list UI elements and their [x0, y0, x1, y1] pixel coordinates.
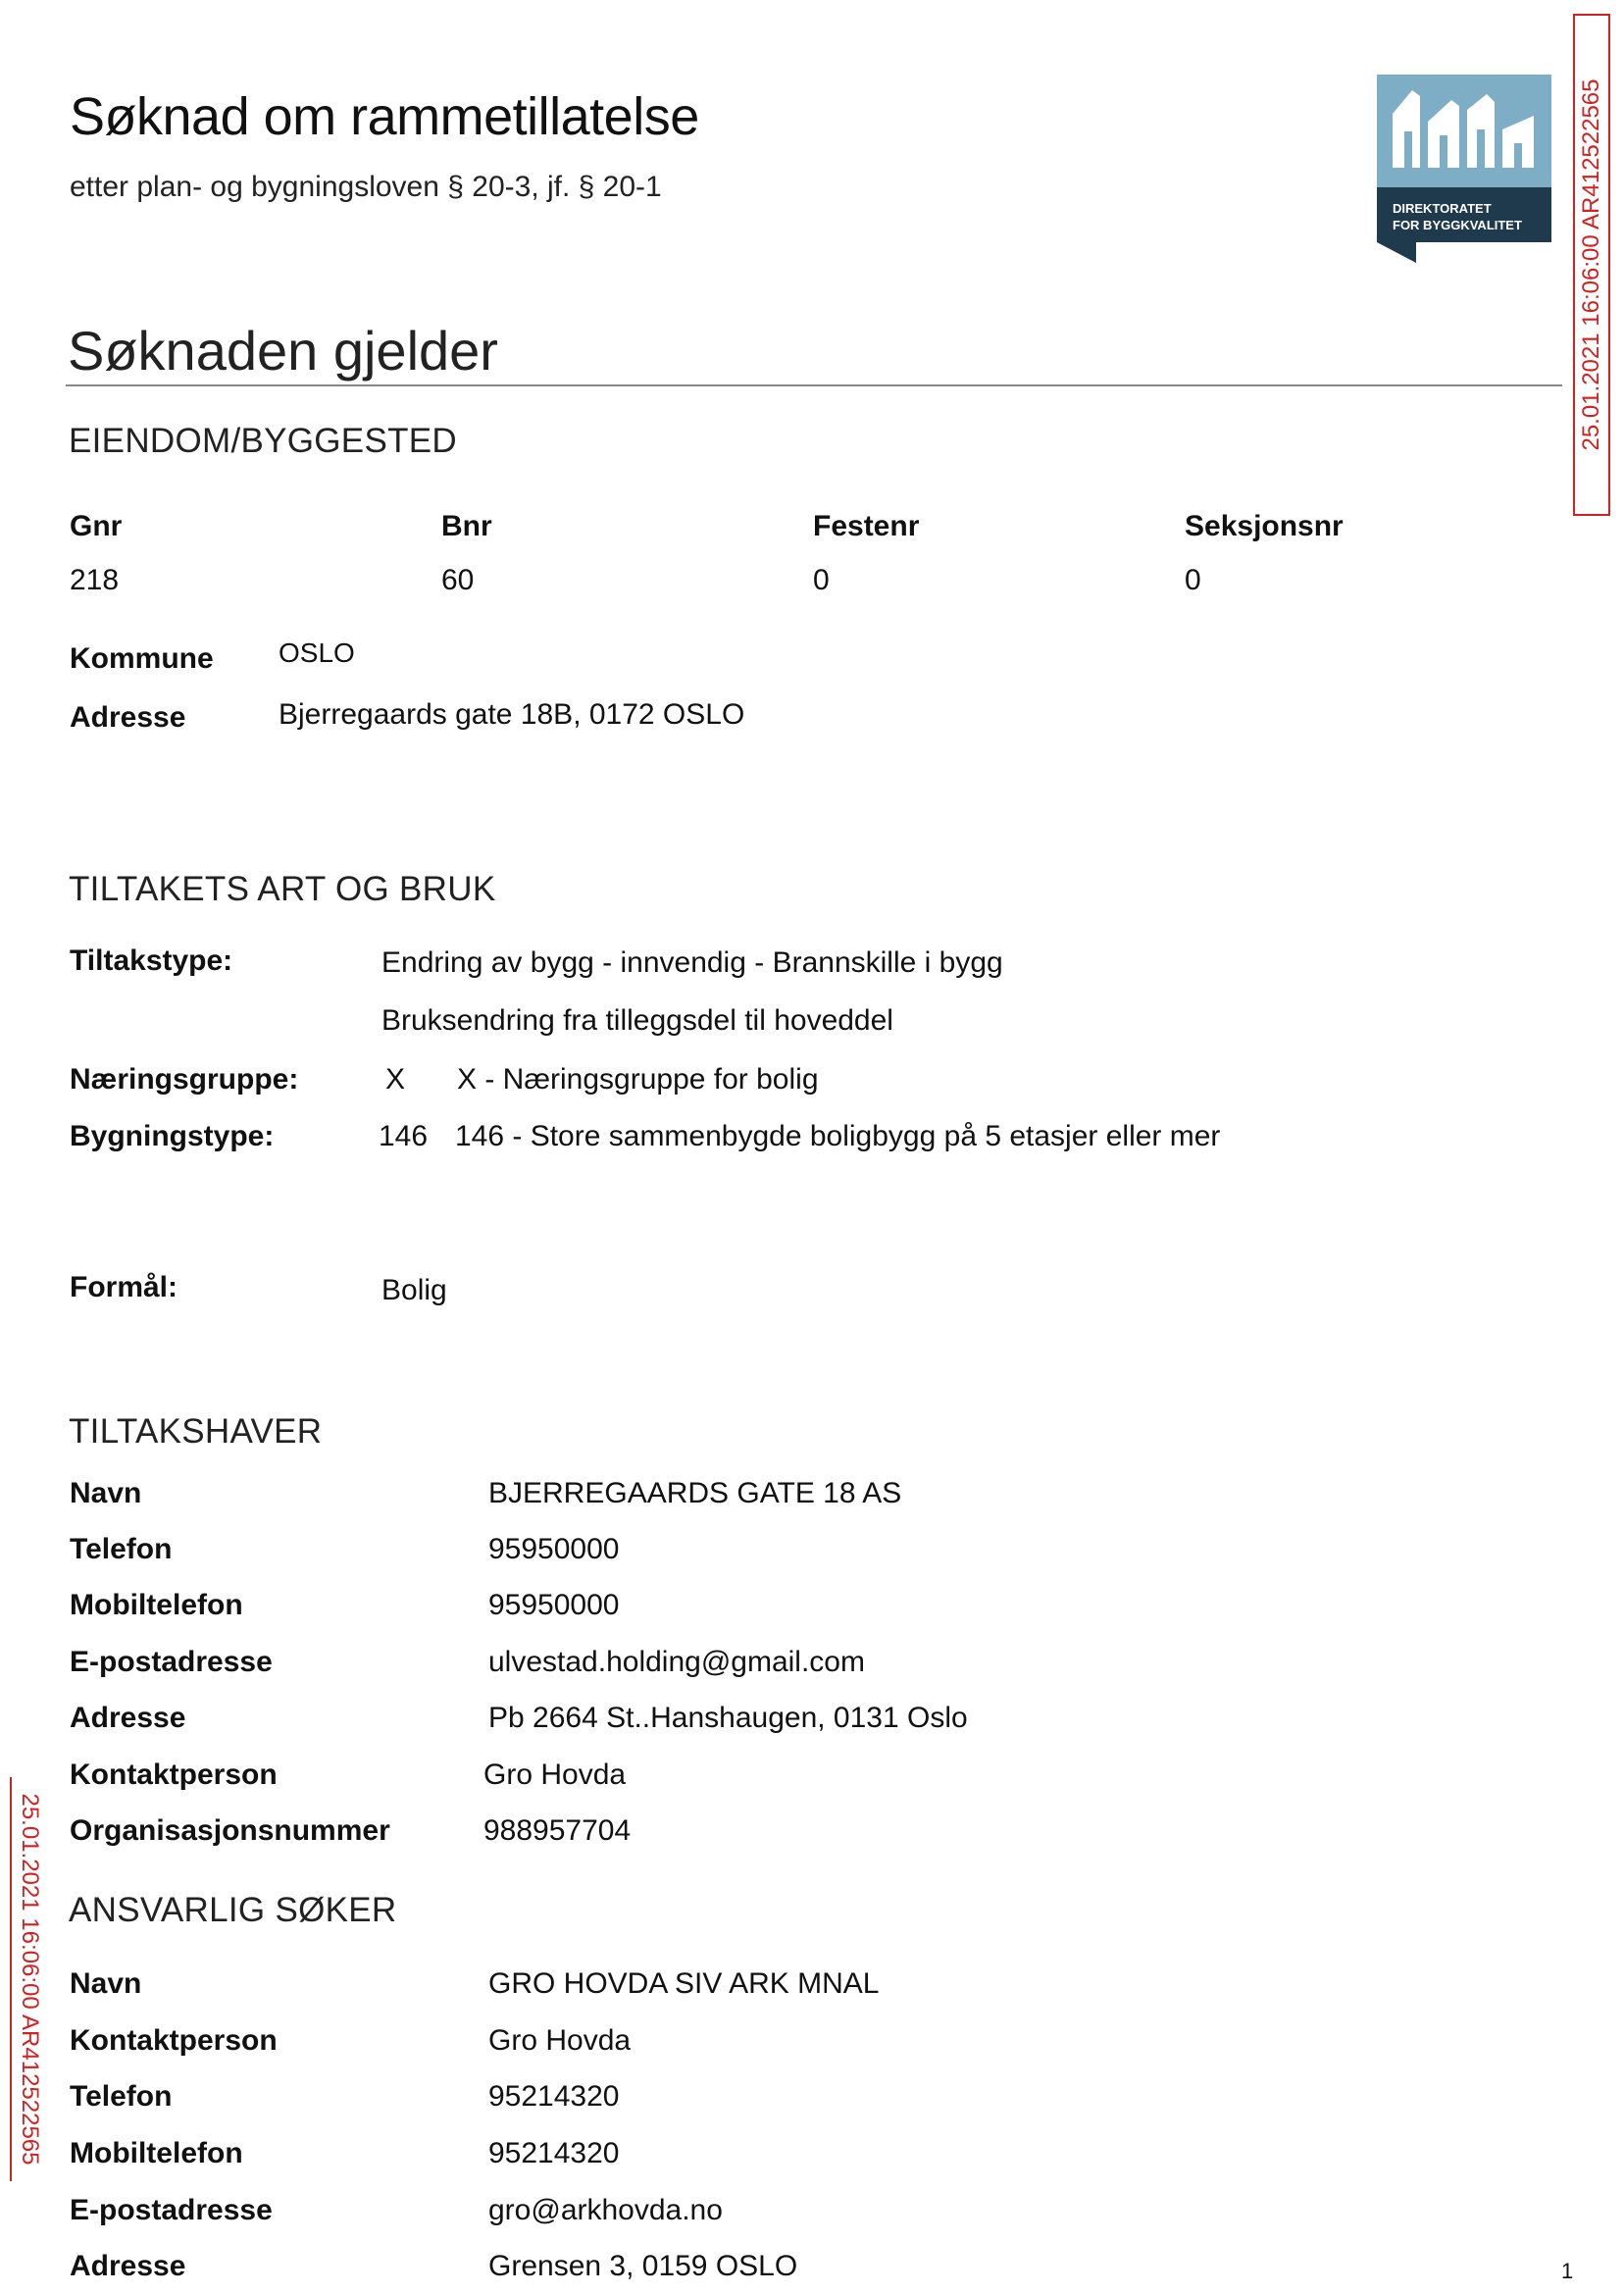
bygningstype-text: 146 - Store sammenbygde boligbygg på 5 etasjer eller mer — [455, 1120, 1221, 1152]
tiltakshaver-mobil-value: 95950000 — [488, 1589, 620, 1621]
ansvarlig-navn-label: Navn — [70, 1967, 142, 2000]
receipt-stamp-left — [10, 1777, 47, 2181]
ansvarlig-adresse-label: Adresse — [70, 2250, 186, 2282]
tiltakshaver-heading: TILTAKSHAVER — [69, 1412, 323, 1451]
bygningstype-label: Bygningstype: — [70, 1120, 275, 1152]
tiltakshaver-mobil-label: Mobiltelefon — [70, 1589, 243, 1621]
naeringsgruppe-code: X — [385, 1063, 406, 1096]
tiltakshaver-telefon-label: Telefon — [70, 1533, 173, 1565]
section-divider — [66, 384, 1562, 386]
bnr-value: 60 — [441, 564, 475, 596]
eiendom-heading: EIENDOM/BYGGESTED — [69, 422, 457, 460]
document-title: Søknad om rammetillatelse — [70, 87, 699, 146]
gnr-value: 218 — [70, 564, 120, 596]
seksjonsnr-value: 0 — [1185, 564, 1201, 596]
tiltakstype-value-1: Endring av bygg - innvendig - Brannskille i bygg — [381, 946, 1003, 979]
kommune-label: Kommune — [70, 642, 214, 675]
stamp-text: 25.01.2021 16:06:00 AR412522565 — [17, 1793, 43, 2166]
ansvarlig-navn-value: GRO HOVDA SIV ARK MNAL — [488, 1967, 880, 2000]
logo-text-2: FOR BYGGKVALITET — [1393, 218, 1522, 232]
dibk-logo — [1377, 75, 1551, 263]
tiltakshaver-kontakt-label: Kontaktperson — [70, 1759, 278, 1791]
ansvarlig-telefon-value: 95214320 — [488, 2080, 620, 2113]
tiltakshaver-orgnr-label: Organisasjonsnummer — [70, 1814, 390, 1847]
tiltakstype-label: Tiltakstype: — [70, 944, 233, 977]
tiltakshaver-epost-label: E-postadresse — [70, 1646, 273, 1678]
tiltakshaver-adresse-value: Pb 2664 St..Hanshaugen, 0131 Oslo — [488, 1702, 968, 1734]
tiltakshaver-orgnr-value: 988957704 — [483, 1814, 632, 1847]
ansvarlig-epost-value: gro@arkhovda.no — [488, 2194, 723, 2226]
tiltakshaver-navn-value: BJERREGAARDS GATE 18 AS — [488, 1477, 902, 1509]
section-heading-main: Søknaden gjelder — [68, 320, 498, 382]
tiltak-heading: TILTAKETS ART OG BRUK — [69, 870, 496, 908]
tiltakshaver-kontakt-value: Gro Hovda — [483, 1759, 627, 1791]
ansvarlig-epost-label: E-postadresse — [70, 2194, 273, 2226]
document-subtitle: etter plan- og bygningsloven § 20-3, jf. § 20-1 — [70, 171, 662, 203]
ansvarlig-kontakt-value: Gro Hovda — [488, 2024, 632, 2057]
tiltakshaver-epost-value: ulvestad.holding@gmail.com — [488, 1646, 865, 1678]
ansvarlig-mobil-label: Mobiltelefon — [70, 2137, 243, 2169]
stamp-text: 25.01.2021 16:06:00 AR412522565 — [1578, 78, 1604, 451]
tiltakshaver-navn-label: Navn — [70, 1477, 142, 1509]
tiltakshaver-telefon-value: 95950000 — [488, 1533, 620, 1565]
adresse-label: Adresse — [70, 701, 186, 734]
logo-text-1: DIREKTORATET — [1393, 201, 1492, 216]
ansvarlig-kontakt-label: Kontaktperson — [70, 2024, 278, 2057]
ansvarlig-telefon-label: Telefon — [70, 2080, 173, 2113]
seksjonsnr-label: Seksjonsnr — [1185, 510, 1344, 542]
bnr-label: Bnr — [441, 510, 492, 542]
tiltakstype-value-2: Bruksendring fra tilleggsdel til hoveddel — [381, 1004, 893, 1037]
naeringsgruppe-label: Næringsgruppe: — [70, 1063, 299, 1096]
festenr-value: 0 — [813, 564, 830, 596]
ansvarlig-heading: ANSVARLIG SØKER — [69, 1891, 397, 1929]
naeringsgruppe-text: X - Næringsgruppe for bolig — [457, 1063, 819, 1096]
page-number: 1 — [1561, 2259, 1574, 2283]
formal-value: Bolig — [381, 1274, 447, 1306]
festenr-label: Festenr — [813, 510, 920, 542]
bygningstype-code: 146 — [379, 1120, 429, 1152]
receipt-stamp-top — [1573, 14, 1610, 516]
kommune-value: OSLO — [279, 637, 355, 668]
adresse-value: Bjerregaards gate 18B, 0172 OSLO — [279, 698, 745, 731]
tiltakshaver-adresse-label: Adresse — [70, 1702, 186, 1734]
ansvarlig-adresse-value: Grensen 3, 0159 OSLO — [488, 2250, 798, 2282]
ansvarlig-mobil-value: 95214320 — [488, 2137, 620, 2169]
gnr-label: Gnr — [70, 510, 123, 542]
formal-label: Formål: — [70, 1271, 178, 1303]
